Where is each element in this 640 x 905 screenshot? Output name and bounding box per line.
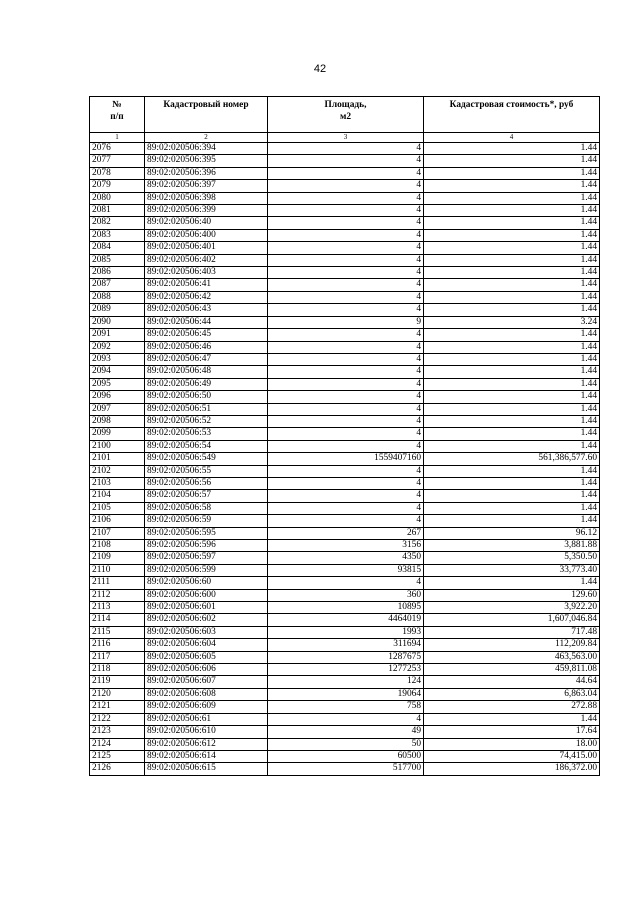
area-cell: 4	[268, 477, 424, 489]
area-cell: 124	[268, 676, 424, 688]
row-number-cell: 2123	[90, 726, 145, 738]
cadastral-number-cell: 89:02:020506:45	[145, 329, 268, 341]
page-number: 42	[313, 63, 327, 75]
cadastral-value-cell: 1.44	[424, 229, 600, 241]
area-cell: 49	[268, 726, 424, 738]
table-row	[90, 304, 600, 316]
column-number: 1	[90, 133, 145, 143]
table-row	[90, 552, 600, 564]
area-cell: 4	[268, 391, 424, 403]
header-cadastral-number	[145, 97, 268, 133]
row-number-cell: 2118	[90, 664, 145, 676]
cadastral-value-cell: 1.44	[424, 279, 600, 291]
table-row	[90, 614, 600, 626]
area-cell: 19064	[268, 688, 424, 700]
area-cell: 4	[268, 304, 424, 316]
cadastral-number-cell: 89:02:020506:48	[145, 366, 268, 378]
table-row	[90, 403, 600, 415]
cadastral-value-cell: 3.24	[424, 316, 600, 328]
area-cell: 758	[268, 701, 424, 713]
cadastral-value-cell: 1.44	[424, 415, 600, 427]
area-cell: 60500	[268, 750, 424, 762]
row-number-cell: 2121	[90, 701, 145, 713]
cadastral-number-cell: 89:02:020506:47	[145, 353, 268, 365]
cadastral-number-cell: 89:02:020506:58	[145, 502, 268, 514]
row-number-cell: 2124	[90, 738, 145, 750]
table-row	[90, 477, 600, 489]
cadastral-value-cell: 1.44	[424, 155, 600, 167]
cadastral-number-cell: 89:02:020506:615	[145, 763, 268, 775]
cadastral-value-cell: 3,881.88	[424, 540, 600, 552]
table-row	[90, 353, 600, 365]
row-number-cell: 2117	[90, 651, 145, 663]
cadastral-number-cell: 89:02:020506:603	[145, 626, 268, 638]
row-number-cell: 2090	[90, 316, 145, 328]
cadastral-number-cell: 89:02:020506:401	[145, 242, 268, 254]
table-row	[90, 527, 600, 539]
cadastral-value-cell: 717.48	[424, 626, 600, 638]
area-cell: 267	[268, 527, 424, 539]
cadastral-number-cell: 89:02:020506:395	[145, 155, 268, 167]
row-number-cell: 2082	[90, 217, 145, 229]
area-cell: 10895	[268, 602, 424, 614]
cadastral-value-cell: 1.44	[424, 378, 600, 390]
table-row	[90, 676, 600, 688]
column-number: 2	[145, 133, 268, 143]
table-row	[90, 192, 600, 204]
column-number: 3	[268, 133, 424, 143]
area-cell: 4	[268, 515, 424, 527]
cadastral-value-cell: 1.44	[424, 502, 600, 514]
area-cell: 4	[268, 279, 424, 291]
cadastral-number-cell: 89:02:020506:396	[145, 167, 268, 179]
header-area	[268, 97, 424, 133]
row-number-cell: 2097	[90, 403, 145, 415]
row-number-cell: 2079	[90, 180, 145, 192]
area-cell: 4	[268, 291, 424, 303]
cadastral-number-cell: 89:02:020506:596	[145, 540, 268, 552]
cadastral-value-cell: 18.00	[424, 738, 600, 750]
cadastral-number-cell: 89:02:020506:55	[145, 465, 268, 477]
table-row	[90, 651, 600, 663]
cadastral-value-cell: 1.44	[424, 254, 600, 266]
column-number-row	[90, 133, 600, 143]
row-number-cell: 2080	[90, 192, 145, 204]
table-row	[90, 626, 600, 638]
area-cell: 4	[268, 428, 424, 440]
table-row	[90, 440, 600, 452]
row-number-cell: 2108	[90, 540, 145, 552]
table-row	[90, 602, 600, 614]
cadastral-value-cell: 1.44	[424, 205, 600, 217]
cadastral-number-cell: 89:02:020506:400	[145, 229, 268, 241]
cadastral-value-cell: 1.44	[424, 713, 600, 725]
area-cell: 4	[268, 577, 424, 589]
row-number-cell: 2084	[90, 242, 145, 254]
cadastral-number-cell: 89:02:020506:614	[145, 750, 268, 762]
area-cell: 4	[268, 378, 424, 390]
cadastral-value-cell: 272.88	[424, 701, 600, 713]
header-cadastral-number-text: Кадастровый номер	[163, 100, 249, 110]
cadastral-value-cell: 1.44	[424, 242, 600, 254]
row-number-cell: 2103	[90, 477, 145, 489]
row-number-cell: 2112	[90, 589, 145, 601]
row-number-cell: 2077	[90, 155, 145, 167]
table-row	[90, 688, 600, 700]
table-row	[90, 316, 600, 328]
cadastral-value-cell: 1.44	[424, 341, 600, 353]
cadastral-value-cell: 1.44	[424, 366, 600, 378]
row-number-cell: 2098	[90, 415, 145, 427]
cadastral-value-cell: 1.44	[424, 490, 600, 502]
row-number-cell: 2091	[90, 329, 145, 341]
row-number-cell: 2120	[90, 688, 145, 700]
row-number-cell: 2122	[90, 713, 145, 725]
cadastral-value-cell: 1.44	[424, 143, 600, 155]
row-number-cell: 2092	[90, 341, 145, 353]
row-number-cell: 2087	[90, 279, 145, 291]
cadastral-number-cell: 89:02:020506:604	[145, 639, 268, 651]
cadastral-value-cell: 1.44	[424, 291, 600, 303]
row-number-cell: 2100	[90, 440, 145, 452]
table-row	[90, 217, 600, 229]
cadastral-number-cell: 89:02:020506:549	[145, 453, 268, 465]
table-row	[90, 664, 600, 676]
cadastral-number-cell: 89:02:020506:52	[145, 415, 268, 427]
cadastral-value-cell: 1,607,046.84	[424, 614, 600, 626]
cadastral-number-cell: 89:02:020506:61	[145, 713, 268, 725]
table-row	[90, 763, 600, 775]
cadastral-value-cell: 1.44	[424, 329, 600, 341]
cadastral-value-cell: 1.44	[424, 577, 600, 589]
cadastral-number-cell: 89:02:020506:607	[145, 676, 268, 688]
row-number-cell: 2093	[90, 353, 145, 365]
cadastral-value-cell: 1.44	[424, 353, 600, 365]
cadastral-value-cell: 1.44	[424, 167, 600, 179]
area-cell: 4	[268, 167, 424, 179]
cadastral-number-cell: 89:02:020506:606	[145, 664, 268, 676]
table-row	[90, 415, 600, 427]
cadastral-number-cell: 89:02:020506:59	[145, 515, 268, 527]
cadastral-number-cell: 89:02:020506:43	[145, 304, 268, 316]
row-number-cell: 2114	[90, 614, 145, 626]
cadastral-value-cell: 463,563.00	[424, 651, 600, 663]
area-cell: 1559407160	[268, 453, 424, 465]
row-number-cell: 2095	[90, 378, 145, 390]
area-cell: 1287675	[268, 651, 424, 663]
header-cadastral-value-text: Кадастровая стоимость*, руб	[449, 100, 574, 110]
area-cell: 4	[268, 254, 424, 266]
row-number-cell: 2089	[90, 304, 145, 316]
table-row	[90, 366, 600, 378]
cadastral-number-cell: 89:02:020506:50	[145, 391, 268, 403]
cadastral-number-cell: 89:02:020506:605	[145, 651, 268, 663]
row-number-cell: 2110	[90, 564, 145, 576]
area-cell: 4	[268, 366, 424, 378]
cadastral-table	[89, 96, 600, 776]
row-number-cell: 2111	[90, 577, 145, 589]
area-cell: 4	[268, 465, 424, 477]
cadastral-number-cell: 89:02:020506:599	[145, 564, 268, 576]
area-cell: 4	[268, 440, 424, 452]
cadastral-number-cell: 89:02:020506:56	[145, 477, 268, 489]
table-row	[90, 713, 600, 725]
row-number-cell: 2107	[90, 527, 145, 539]
area-cell: 4	[268, 229, 424, 241]
cadastral-number-cell: 89:02:020506:60	[145, 577, 268, 589]
cadastral-number-cell: 89:02:020506:398	[145, 192, 268, 204]
area-cell: 360	[268, 589, 424, 601]
area-cell: 4	[268, 267, 424, 279]
cadastral-value-cell: 44.64	[424, 676, 600, 688]
area-cell: 93815	[268, 564, 424, 576]
cadastral-value-cell: 3,922.20	[424, 602, 600, 614]
area-cell: 4	[268, 415, 424, 427]
cadastral-number-cell: 89:02:020506:394	[145, 143, 268, 155]
area-cell: 4	[268, 143, 424, 155]
cadastral-number-cell: 89:02:020506:403	[145, 267, 268, 279]
cadastral-value-cell: 1.44	[424, 304, 600, 316]
header-row-number	[90, 97, 145, 133]
area-cell: 4	[268, 155, 424, 167]
row-number-cell: 2113	[90, 602, 145, 614]
table-row	[90, 750, 600, 762]
cadastral-value-cell: 1.44	[424, 391, 600, 403]
table-row	[90, 378, 600, 390]
cadastral-value-cell: 6,863.04	[424, 688, 600, 700]
table-row	[90, 267, 600, 279]
cadastral-number-cell: 89:02:020506:57	[145, 490, 268, 502]
cadastral-value-cell: 1.44	[424, 440, 600, 452]
table-header	[90, 97, 600, 143]
cadastral-number-cell: 89:02:020506:399	[145, 205, 268, 217]
area-cell: 1277253	[268, 664, 424, 676]
table-row	[90, 167, 600, 179]
cadastral-number-cell: 89:02:020506:609	[145, 701, 268, 713]
area-cell: 4	[268, 341, 424, 353]
area-cell: 4	[268, 353, 424, 365]
row-number-cell: 2078	[90, 167, 145, 179]
table-row	[90, 465, 600, 477]
cadastral-number-cell: 89:02:020506:602	[145, 614, 268, 626]
area-cell: 9	[268, 316, 424, 328]
cadastral-value-cell: 1.44	[424, 428, 600, 440]
table-row	[90, 279, 600, 291]
area-cell: 3156	[268, 540, 424, 552]
cadastral-number-cell: 89:02:020506:612	[145, 738, 268, 750]
row-number-cell: 2101	[90, 453, 145, 465]
table-row	[90, 180, 600, 192]
area-cell: 4	[268, 490, 424, 502]
area-cell: 4	[268, 192, 424, 204]
cadastral-number-cell: 89:02:020506:42	[145, 291, 268, 303]
table-row	[90, 738, 600, 750]
table-row	[90, 155, 600, 167]
cadastral-number-cell: 89:02:020506:402	[145, 254, 268, 266]
area-cell: 311694	[268, 639, 424, 651]
table-row	[90, 502, 600, 514]
cadastral-value-cell: 186,372.00	[424, 763, 600, 775]
cadastral-value-cell: 1.44	[424, 217, 600, 229]
cadastral-number-cell: 89:02:020506:597	[145, 552, 268, 564]
cadastral-value-cell: 561,386,577.60	[424, 453, 600, 465]
cadastral-value-cell: 1.44	[424, 192, 600, 204]
table-row	[90, 577, 600, 589]
row-number-cell: 2085	[90, 254, 145, 266]
cadastral-value-cell: 129.60	[424, 589, 600, 601]
table-body	[90, 143, 600, 776]
cadastral-value-cell: 459,811.08	[424, 664, 600, 676]
area-cell: 50	[268, 738, 424, 750]
row-number-cell: 2119	[90, 676, 145, 688]
row-number-cell: 2115	[90, 626, 145, 638]
table-row	[90, 540, 600, 552]
row-number-cell: 2105	[90, 502, 145, 514]
cadastral-value-cell: 1.44	[424, 477, 600, 489]
table-row	[90, 143, 600, 155]
row-number-cell: 2104	[90, 490, 145, 502]
row-number-cell: 2116	[90, 639, 145, 651]
table-row	[90, 701, 600, 713]
header-row-number-text: № п/п	[110, 100, 124, 122]
table-row	[90, 391, 600, 403]
area-cell: 4	[268, 329, 424, 341]
row-number-cell: 2086	[90, 267, 145, 279]
row-number-cell: 2094	[90, 366, 145, 378]
cadastral-number-cell: 89:02:020506:41	[145, 279, 268, 291]
table-row	[90, 254, 600, 266]
row-number-cell: 2088	[90, 291, 145, 303]
table-row	[90, 490, 600, 502]
table-row	[90, 515, 600, 527]
cadastral-value-cell: 5,350.50	[424, 552, 600, 564]
cadastral-number-cell: 89:02:020506:40	[145, 217, 268, 229]
cadastral-value-cell: 1.44	[424, 267, 600, 279]
row-number-cell: 2099	[90, 428, 145, 440]
area-cell: 4	[268, 403, 424, 415]
cadastral-number-cell: 89:02:020506:44	[145, 316, 268, 328]
row-number-cell: 2109	[90, 552, 145, 564]
area-cell: 4	[268, 502, 424, 514]
cadastral-number-cell: 89:02:020506:53	[145, 428, 268, 440]
table-row	[90, 564, 600, 576]
table-row	[90, 329, 600, 341]
row-number-cell: 2096	[90, 391, 145, 403]
header-area-text: Площадь, м2	[324, 100, 367, 122]
row-number-cell: 2126	[90, 763, 145, 775]
area-cell: 1993	[268, 626, 424, 638]
cadastral-value-cell: 1.44	[424, 515, 600, 527]
cadastral-number-cell: 89:02:020506:51	[145, 403, 268, 415]
cadastral-value-cell: 1.44	[424, 465, 600, 477]
cadastral-number-cell: 89:02:020506:46	[145, 341, 268, 353]
area-cell: 4	[268, 242, 424, 254]
area-cell: 4350	[268, 552, 424, 564]
cadastral-value-cell: 33,773.40	[424, 564, 600, 576]
cadastral-number-cell: 89:02:020506:49	[145, 378, 268, 390]
cadastral-number-cell: 89:02:020506:600	[145, 589, 268, 601]
row-number-cell: 2081	[90, 205, 145, 217]
row-number-cell: 2106	[90, 515, 145, 527]
cadastral-value-cell: 96.12	[424, 527, 600, 539]
table-row	[90, 428, 600, 440]
cadastral-value-cell: 1.44	[424, 180, 600, 192]
table-row	[90, 205, 600, 217]
cadastral-value-cell: 1.44	[424, 403, 600, 415]
cadastral-value-cell: 17.64	[424, 726, 600, 738]
row-number-cell: 2102	[90, 465, 145, 477]
area-cell: 4	[268, 217, 424, 229]
header-cadastral-value	[424, 97, 600, 133]
cadastral-number-cell: 89:02:020506:601	[145, 602, 268, 614]
table-row	[90, 453, 600, 465]
table-row	[90, 726, 600, 738]
row-number-cell: 2083	[90, 229, 145, 241]
table-row	[90, 291, 600, 303]
area-cell: 4464019	[268, 614, 424, 626]
row-number-cell: 2076	[90, 143, 145, 155]
area-cell: 4	[268, 205, 424, 217]
cadastral-number-cell: 89:02:020506:608	[145, 688, 268, 700]
cadastral-number-cell: 89:02:020506:397	[145, 180, 268, 192]
area-cell: 517700	[268, 763, 424, 775]
table-row	[90, 229, 600, 241]
cadastral-number-cell: 89:02:020506:54	[145, 440, 268, 452]
area-cell: 4	[268, 180, 424, 192]
cadastral-number-cell: 89:02:020506:595	[145, 527, 268, 539]
table-row	[90, 341, 600, 353]
table-row	[90, 589, 600, 601]
area-cell: 4	[268, 713, 424, 725]
table-row	[90, 242, 600, 254]
column-number: 4	[424, 133, 600, 143]
row-number-cell: 2125	[90, 750, 145, 762]
cadastral-value-cell: 74,415.00	[424, 750, 600, 762]
cadastral-value-cell: 112,209.84	[424, 639, 600, 651]
table-row	[90, 639, 600, 651]
cadastral-number-cell: 89:02:020506:610	[145, 726, 268, 738]
